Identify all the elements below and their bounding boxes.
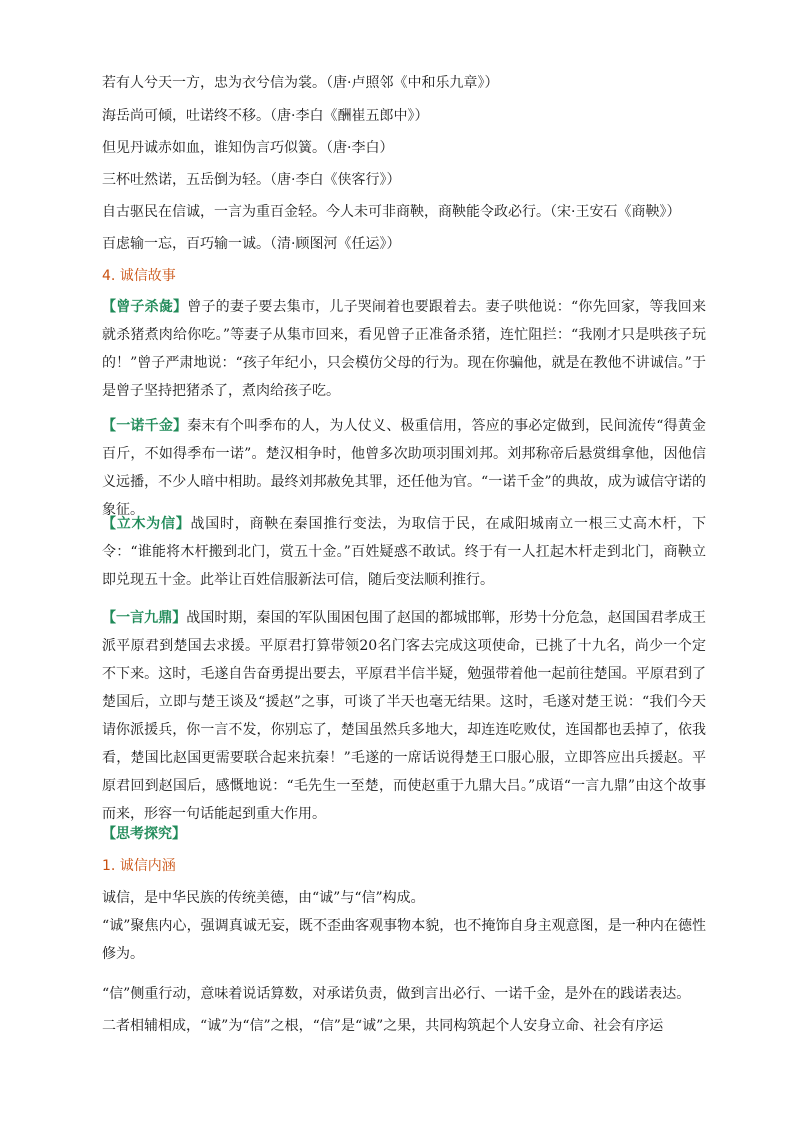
quote-line: 但见丹诚赤如血，谁知伪言巧似簧。（唐·李白） (102, 140, 394, 156)
story-tag: 【曾子杀彘】 (102, 299, 188, 315)
quote-line: 自古驱民在信诚，一言为重百金轻。今人未可非商鞅，商鞅能令政必行。（宋·王安石《商鞅》） (102, 204, 681, 220)
section-heading: 【思考探究】 (102, 826, 186, 842)
body-paragraph: 二者相辅相成，“诚”为“信”之根，“信”是“诚”之果，共同构筑起个人安身立命、社会有序运 (102, 1018, 664, 1034)
story-paragraph (102, 510, 706, 594)
story-tag: 【一言九鼎】 (102, 610, 187, 626)
quote-line: 海岳尚可倾，吐诺终不移。（唐·李白《酬崔五郎中》） (102, 108, 429, 124)
story-paragraph (102, 293, 706, 405)
quote-line: 三杯吐然诺，五岳倒为轻。（唐·李白《侠客行》） (102, 172, 401, 188)
story-text: 战国时期，秦国的军队围困包围了赵国的都城邯郸，形势十分危急，赵国国君孝成王派平原君到楚国去求援。平原君打算带领20名门客去完成这项使命，已挑了十九名，尚少一个定不下来。这时，毛遂自告奋勇提出要去，平原君半信半疑，勉强带着他一起前往楚国。平原君到了楚国后，立即与楚王谈及“援赵”之事，可谈了半天也毫无结果。这时，毛遂对楚王说：“我们今天请你派援兵，你一言不发，你别忘了，楚国虽然兵多地大，却连连吃败仗，连国都也丢掉了，依我看，楚国比赵国更需要联合起来抗秦！”毛遂的一席话说得楚王口服心服，立即答应出兵援赵。平原君回到赵国后，感慨地说：“毛先生一至楚，而使赵重于九鼎大吕。”成语“一言九鼎”由这个故事而来，形容一句话能起到重大作用。 (102, 610, 707, 822)
story-text: 曾子的妻子要去集市，儿子哭闹着也要跟着去。妻子哄他说：“你先回家，等我回来就杀猪煮肉给你吃。”等妻子从集市回来，看见曾子正准备杀猪，连忙阻拦：“我刚才只是哄孩子玩的！”曾子严肃地说：“孩子年纪小，只会模仿父母的行为。现在你骗他，就是在教他不讲诚信。”于是曾子坚持把猪杀了，煮肉给孩子吃。 (102, 299, 707, 399)
body-paragraph: 诚信，是中华民族的传统美德，由“诚”与“信”构成。 (102, 890, 425, 906)
story-text: 战国时，商鞅在秦国推行变法，为取信于民，在咸阳城南立一根三丈高木杆，下令：“谁能将木杆搬到北门，赏五十金。”百姓疑惑不敢试。终于有一人扛起木杆走到北门，商鞅立即兑现五十金。此举让百姓信服新法可信，随后变法顺利推行。 (102, 516, 706, 588)
body-paragraph: “诚”聚焦内心，强调真诚无妄，既不歪曲客观事物本貌，也不掩饰自身主观意图，是一种内在德性修为。 (102, 918, 706, 962)
story-paragraph (102, 412, 707, 518)
story-paragraph (102, 604, 707, 822)
section-heading: 4. 诚信故事 (102, 268, 176, 284)
story-tag: 【立木为信】 (102, 516, 191, 532)
story-text: 秦末有个叫季布的人，为人仗义、极重信用，答应的事必定做到，民间流传“得黄金百斤，不如得季布一诺”。楚汉相争时，他曾多次助项羽围刘邦。刘邦称帝后悬赏缉拿他，因他信义远播，不少人暗中相助。最终刘邦赦免其罪，还任他为官。“一诺千金”的典故，成为诚信守诺的象征。 (102, 418, 707, 518)
story-tag: 【一诺千金】 (102, 418, 188, 434)
quote-line: 百虑输一忘，百巧输一诚。（清·顾图河《任运》） (102, 236, 401, 252)
body-paragraph: “信”侧重行动，意味着说话算数，对承诺负责，做到言出必行、一诺千金，是外在的践诺表达。 (102, 986, 691, 1002)
quote-line: 若有人兮天一方，忠为衣兮信为裳。（唐·卢照邻《中和乐九章》） (102, 75, 499, 91)
subsection-heading: 1. 诚信内涵 (102, 858, 176, 874)
